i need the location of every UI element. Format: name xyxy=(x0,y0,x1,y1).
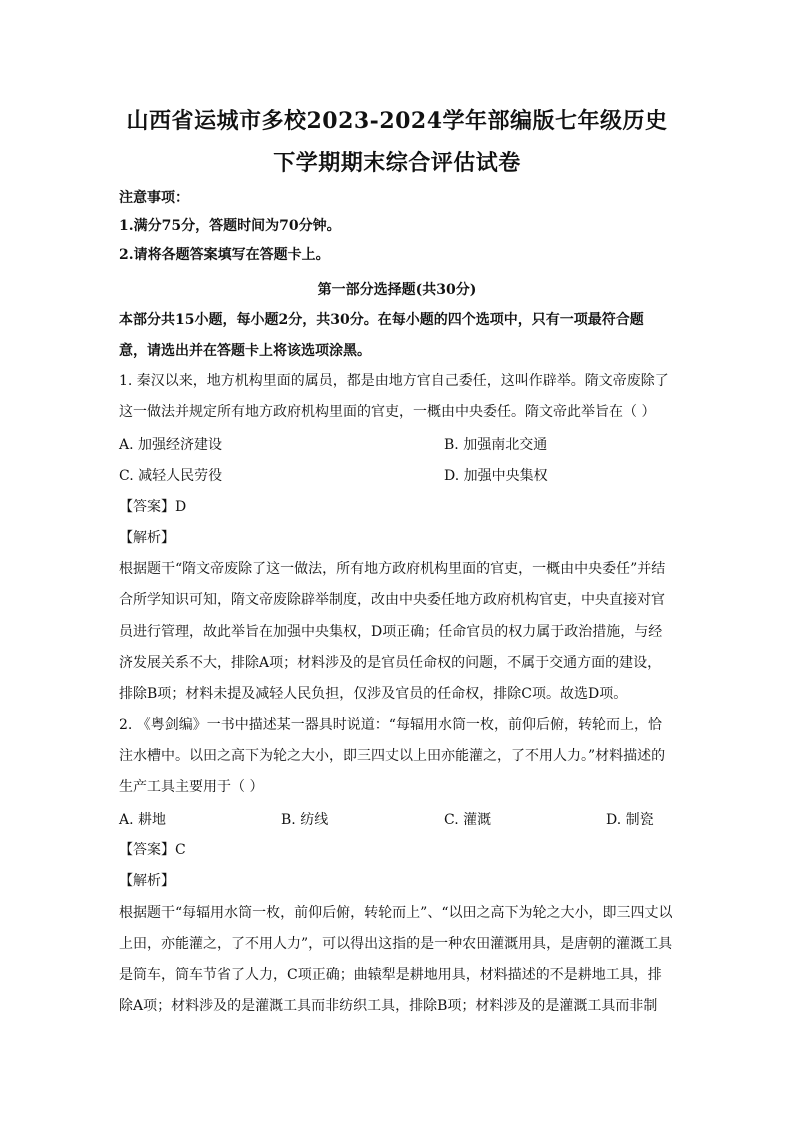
q2-analysis-line2: 上田，亦能灌之，了不用人力”，可以得出这指的是一种农田灌溉用具，是唐朝的灌溉工具 xyxy=(119,936,673,952)
q1-option-c: C. 减轻人民劳役 xyxy=(119,468,223,484)
q1-analysis-line1: 根据题干“隋文帝废除了这一做法，所有地方政府机构里面的官吏，一概由中央委任”并结 xyxy=(119,561,666,577)
exam-title-line1: 山西省运城市多校2023-2024学年部编版七年级历史 xyxy=(126,108,668,134)
notice-item-2: 2.请将各题答案填写在答题卡上。 xyxy=(119,247,330,263)
q2-analysis-line3: 是筒车，筒车节省了人力，C项正确；曲辕犁是耕地用具，材料描述的不是耕地工具，排 xyxy=(119,967,662,983)
q1-option-b: B. 加强南北交通 xyxy=(444,437,548,453)
q1-analysis-line4: 济发展关系不大，排除A项；材料涉及的是官员任命权的问题，不属于交通方面的建设， xyxy=(119,655,662,671)
q1-option-a: A. 加强经济建设 xyxy=(119,437,223,453)
q1-analysis-line2: 合所学知识可知，隋文帝废除辟举制度，改由中央委任地方政府机构官吏，中央直接对官 xyxy=(119,592,665,608)
q2-option-c: C. 灌溉 xyxy=(444,812,492,828)
q2-option-b: B. 纺线 xyxy=(281,812,329,828)
q1-stem-line1: 1. 秦汉以来，地方机构里面的属员，都是由地方官自己委任，这叫作辟举。隋文帝废除了 xyxy=(119,373,669,389)
q2-option-a: A. 耕地 xyxy=(119,812,167,828)
section-title: 第一部分选择题(共30分) xyxy=(317,282,477,298)
q2-analysis-line4: 除A项；材料涉及的是灌溉工具而非纺织工具，排除B项；材料涉及的是灌溉工具而非制 xyxy=(119,998,658,1014)
q1-analysis-line3: 员进行管理，故此举旨在加强中央集权，D项正确；任命官员的权力属于政治措施，与经 xyxy=(119,624,663,640)
section-intro-line1: 本部分共15小题，每小题2分，共30分。在每小题的四个选项中，只有一项最符合题 xyxy=(119,312,644,328)
exam-title-line2: 下学期期末综合评估试卷 xyxy=(273,150,521,176)
q2-analysis-label: 【解析】 xyxy=(119,873,175,889)
q1-answer: 【答案】D xyxy=(119,499,187,515)
q2-answer: 【答案】C xyxy=(119,842,186,858)
q2-stem-line3: 生产工具主要用于（ ） xyxy=(119,779,264,795)
notice-heading: 注意事项： xyxy=(119,190,189,206)
notice-item-1: 1.满分75分，答题时间为70分钟。 xyxy=(119,218,341,234)
q1-analysis-label: 【解析】 xyxy=(119,530,175,546)
section-intro-line2: 意，请选出并在答题卡上将该选项涂黑。 xyxy=(119,343,371,359)
q1-stem-line2: 这一做法并规定所有地方政府机构里面的官吏，一概由中央委任。隋文帝此举旨在（ ） xyxy=(119,404,656,420)
q2-analysis-line1: 根据题干“每辐用水筒一枚，前仰后俯，转轮而上”、“以田之高下为轮之大小，即三四丈以 xyxy=(119,905,673,921)
q2-stem-line1: 2. 《粤剑编》一书中描述某一器具时说道：“每辐用水筒一枚，前仰后俯，转轮而上，恰 xyxy=(119,717,662,733)
q2-option-d: D. 制瓷 xyxy=(606,812,654,828)
q1-option-d: D. 加强中央集权 xyxy=(444,468,548,484)
q1-analysis-line5: 排除B项；材料未提及减轻人民负担，仅涉及官员的任命权，排除C项。故选D项。 xyxy=(119,686,628,702)
q2-stem-line2: 注水槽中。以田之高下为轮之大小，即三四丈以上田亦能灌之，了不用人力。”材料描述的 xyxy=(119,748,666,764)
